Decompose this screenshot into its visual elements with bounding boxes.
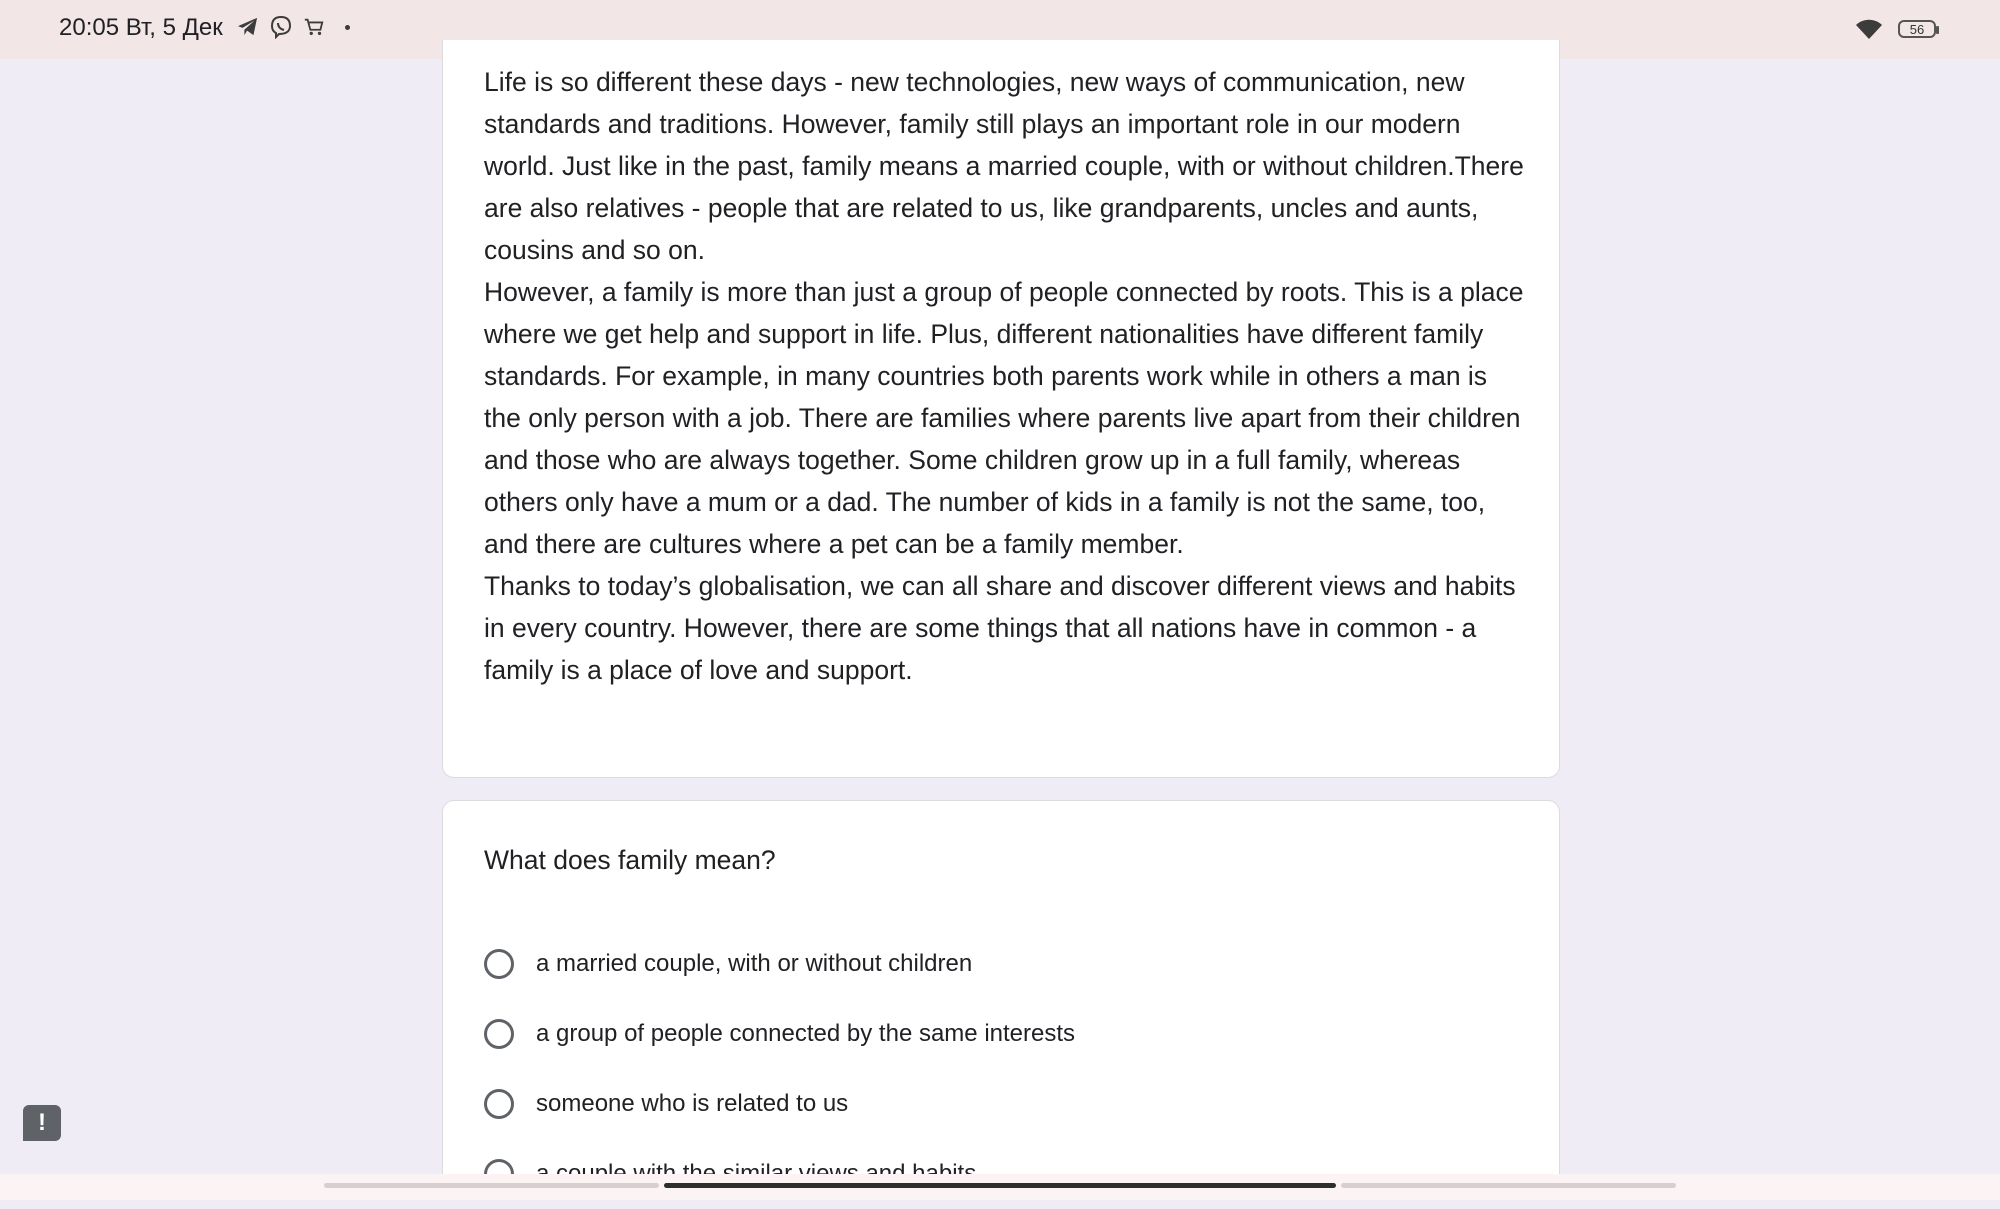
report-feedback-icon[interactable]: ! <box>23 1105 61 1141</box>
system-icons <box>1854 17 1936 41</box>
notification-icons <box>237 15 350 39</box>
option-label: a group of people connected by the same interests <box>536 1020 1076 1047</box>
question-card <box>442 800 1560 1200</box>
reading-passage <box>484 61 1524 691</box>
tab-indicator-right <box>1341 1183 1676 1188</box>
passage-card <box>442 40 1560 778</box>
viber-icon <box>269 15 293 39</box>
answer-options <box>484 929 1075 1209</box>
option-label: someone who is related to us <box>536 1090 849 1117</box>
answer-option[interactable] <box>484 929 1075 999</box>
gesture-handle[interactable] <box>664 1183 1336 1188</box>
passage-paragraph: Life is so different these days - new technologies, new ways of communication, new standards and traditions. However, family still plays an important role in our modern world. Just like in the past, family means a married couple, with or without children.There are also relatives - people that are related to us, like grandparents, uncles and aunts, cousins and so on. <box>484 67 1524 265</box>
answer-option[interactable] <box>484 1069 1075 1139</box>
radio-button[interactable] <box>484 1089 514 1119</box>
option-label: a married couple, with or without children <box>536 950 973 977</box>
telegram-icon <box>237 17 259 37</box>
passage-paragraph: However, a family is more than just a group of people connected by roots. This is a place where we get help and support in life. Plus, different nationalities have different family standards. For example, in many countries both parents work while in others a man is the only person with a job. There are families where parents live apart from their children and those who are always together. Some children grow up in a full family, whereas others only have a mum or a dad. The number of kids in a family is not the same, too, and there are cultures where a pet can be a family member. <box>484 277 1524 559</box>
answer-option[interactable] <box>484 999 1075 1069</box>
status-time: 20:05 Вт, 5 Дек <box>59 14 223 41</box>
radio-button[interactable] <box>484 1019 514 1049</box>
tab-indicator-left <box>324 1183 659 1188</box>
wifi-icon <box>1854 17 1884 41</box>
dot-icon <box>345 25 350 30</box>
battery-icon: 56 <box>1898 20 1936 38</box>
radio-button[interactable] <box>484 949 514 979</box>
question-title: What does family mean? <box>484 845 776 875</box>
cart-icon <box>303 16 325 38</box>
passage-paragraph: Thanks to today’s globalisation, we can all share and discover different views and habits in every country. However, there are some things that all nations have in common - a family is a place of love and support. <box>484 571 1516 685</box>
